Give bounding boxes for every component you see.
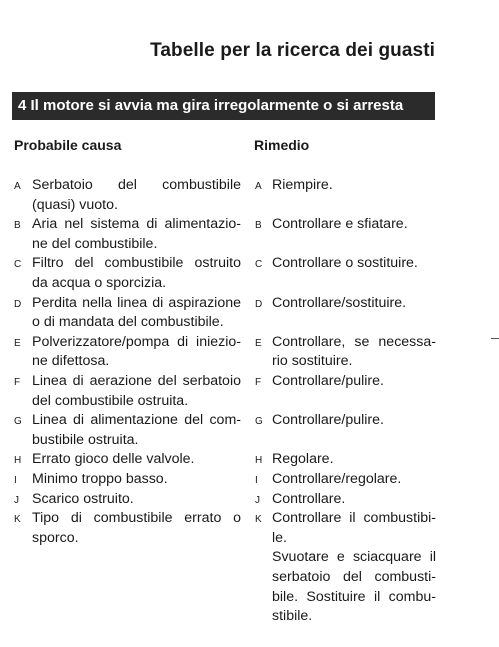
remedy-text xyxy=(272,470,436,490)
cause-line: Tipo di combustibile errato o xyxy=(32,510,241,527)
remedy-line: Svuotare e sciacquare il xyxy=(272,549,436,566)
row-letter-cause: D xyxy=(14,298,22,310)
remedy-line: Controllare/pulire. xyxy=(272,412,384,429)
remedy-text xyxy=(272,333,436,372)
remedy-line: Riempire. xyxy=(272,177,333,193)
row-letter-cause: F xyxy=(14,377,21,388)
remedy-line: serbatoio del combusti- xyxy=(272,568,436,585)
remedy-line: Controllare o sostituire. xyxy=(272,255,418,272)
cause-text xyxy=(32,215,241,254)
cause-line: Errato gioco delle valvole. xyxy=(32,451,195,468)
remedy-line: Controllare il combustibi- xyxy=(272,510,436,527)
remedy-line: bile. Sostituire il combu- xyxy=(272,588,436,605)
remedy-text xyxy=(272,509,436,627)
cause-text xyxy=(32,509,241,548)
cause-text xyxy=(32,490,241,510)
table-row xyxy=(0,411,499,450)
table-row xyxy=(0,176,499,215)
column-header-remedy: Rimedio xyxy=(254,137,310,153)
cause-line: Serbatoio del combustibile xyxy=(32,177,241,193)
cause-line: Minimo troppo basso. xyxy=(32,471,168,487)
cause-line: o di mandata del combustibile. xyxy=(32,314,224,331)
remedy-text xyxy=(272,450,436,470)
row-letter-cause: J xyxy=(14,494,19,506)
cause-text xyxy=(32,450,241,470)
column-header-cause: Probabile causa xyxy=(14,137,122,153)
cause-line: ne difettosa. xyxy=(32,353,110,370)
row-letter-cause: B xyxy=(14,220,21,232)
row-letter-remedy: J xyxy=(255,494,260,506)
table-row xyxy=(0,509,499,627)
cause-line: ne del combustibile. xyxy=(32,235,158,252)
row-letter-cause: H xyxy=(14,455,22,467)
row-letter-remedy: A xyxy=(255,181,262,192)
cause-text xyxy=(32,176,241,215)
cause-text xyxy=(32,372,241,411)
margin-mark xyxy=(491,338,499,339)
cause-line: Perdita nella linea di aspirazione xyxy=(32,294,241,311)
remedy-line: stibile. xyxy=(272,608,313,625)
remedy-line: Controllare, se necessa- xyxy=(272,333,436,350)
row-letter-cause: K xyxy=(14,514,21,526)
remedy-line: Controllare/regolare. xyxy=(272,471,402,487)
remedy-line: rio sostituire. xyxy=(272,353,353,370)
table-row xyxy=(0,450,499,470)
remedy-text xyxy=(272,372,436,392)
row-letter-remedy: D xyxy=(255,298,263,310)
table-row xyxy=(0,254,499,293)
remedy-text xyxy=(272,176,436,196)
row-letter-remedy: I xyxy=(255,475,258,486)
remedy-line: Controllare. xyxy=(272,490,346,507)
row-letter-cause: A xyxy=(14,181,21,192)
cause-line: Filtro del combustibile ostruito xyxy=(32,255,241,272)
row-letter-remedy: E xyxy=(255,337,262,349)
remedy-line: Controllare e sfiatare. xyxy=(272,216,408,233)
cause-text xyxy=(32,294,241,333)
row-letter-remedy: C xyxy=(255,259,263,271)
table-row xyxy=(0,490,499,510)
table-row xyxy=(0,470,499,490)
row-letter-remedy: B xyxy=(255,220,262,232)
cause-line: bustibile ostruita. xyxy=(32,431,139,448)
cause-text xyxy=(32,333,241,372)
remedy-text xyxy=(272,215,436,235)
remedy-line: le. xyxy=(272,529,287,546)
row-letter-remedy: K xyxy=(255,514,262,526)
cause-line: (quasi) vuoto. xyxy=(32,196,118,213)
table-row xyxy=(0,372,499,411)
table-row xyxy=(0,215,499,254)
table-row xyxy=(0,333,499,372)
page-title: Tabelle per la ricerca dei guasti xyxy=(150,40,435,61)
section-banner: 4 Il motore si avvia ma gira irregolarmente o si arresta xyxy=(12,92,435,120)
row-letter-remedy: F xyxy=(255,377,262,388)
remedy-text xyxy=(272,411,436,431)
cause-text xyxy=(32,411,241,450)
table-row xyxy=(0,294,499,333)
remedy-line: Controllare/pulire. xyxy=(272,373,384,389)
row-letter-remedy: H xyxy=(255,455,263,467)
row-letter-cause: I xyxy=(14,475,17,486)
remedy-text xyxy=(272,294,436,314)
cause-line: Polverizzatore/pompa di iniezio- xyxy=(32,333,241,350)
cause-line: del combustibile ostruita. xyxy=(32,392,189,409)
remedy-line: Regolare. xyxy=(272,451,334,468)
cause-line: da acqua o sporcizia. xyxy=(32,274,167,291)
cause-line: Scarico ostruito. xyxy=(32,490,134,507)
remedy-text xyxy=(272,254,436,274)
cause-text xyxy=(32,254,241,293)
row-letter-cause: E xyxy=(14,337,21,349)
remedy-line: Controllare/sostituire. xyxy=(272,294,407,311)
row-letter-cause: C xyxy=(14,259,22,271)
cause-text xyxy=(32,470,241,490)
row-letter-cause: G xyxy=(14,416,22,428)
cause-line: Aria nel sistema di alimentazio- xyxy=(32,216,241,233)
cause-line: sporco. xyxy=(32,529,79,546)
cause-line: Linea di alimentazione del com- xyxy=(32,412,241,429)
cause-line: Linea di aerazione del serbatoio xyxy=(32,373,241,389)
remedy-text xyxy=(272,490,436,510)
row-letter-remedy: G xyxy=(255,416,263,428)
